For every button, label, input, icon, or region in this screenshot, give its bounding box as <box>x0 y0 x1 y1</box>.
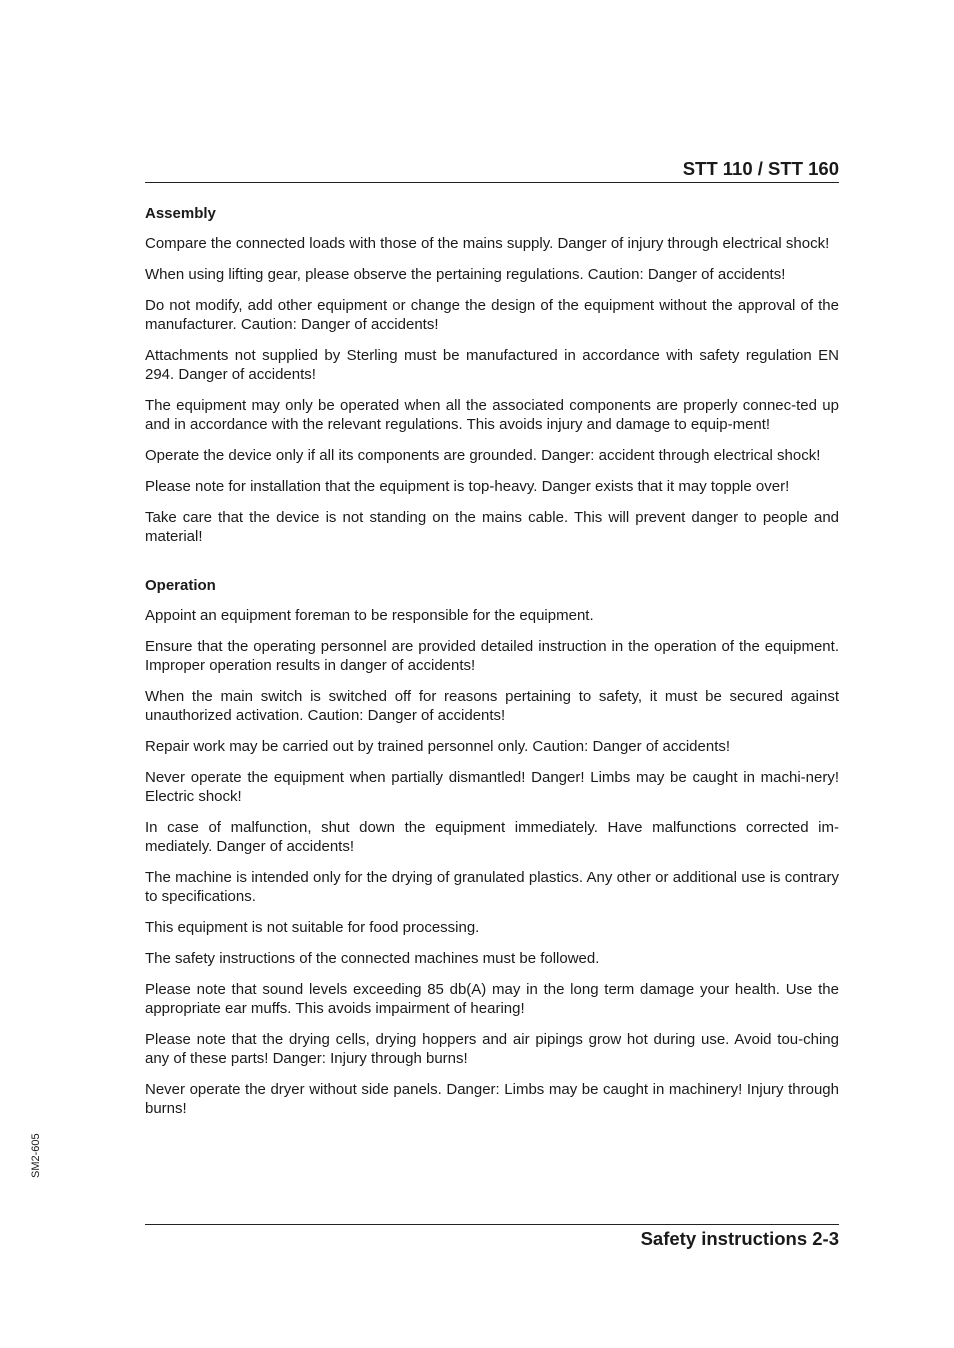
page-footer <box>145 1224 839 1249</box>
paragraph: Take care that the device is not standing on the mains cable. This will prevent danger to people and material! <box>145 509 839 545</box>
paragraph: Please note that the drying cells, drying hoppers and air pipings grow hot during use. Avoid tou-ching any of these parts! Danger: Injury through burns! <box>145 1031 839 1067</box>
paragraph: Operate the device only if all its components are grounded. Danger: accident through electrical shock! <box>145 447 821 464</box>
section-operation <box>145 576 839 1118</box>
paragraph: Never operate the equipment when partially dismantled! Danger! Limbs may be caught in machi-nery! Electric shock! <box>145 769 839 805</box>
paragraph: Attachments not supplied by Sterling must be manufactured in accordance with safety regulation EN 294. Danger of accidents! <box>145 347 839 383</box>
paragraph: Never operate the dryer without side panels. Danger: Limbs may be caught in machinery! Injury through burns! <box>145 1081 839 1117</box>
paragraph: Appoint an equipment foreman to be responsible for the equipment. <box>145 607 594 624</box>
paragraph: Please note for installation that the equipment is top-heavy. Danger exists that it may topple over! <box>145 478 790 495</box>
document-code: SM2-605 <box>30 1133 42 1178</box>
paragraph: Ensure that the operating personnel are provided detailed instruction in the operation of the equipment. Improper operation results in danger of accidents! <box>145 638 839 674</box>
paragraph: Compare the connected loads with those of the mains supply. Danger of injury through electrical shock! <box>145 235 830 252</box>
page-header <box>145 156 839 183</box>
paragraph: In case of malfunction, shut down the equipment immediately. Have malfunctions corrected im-mediately. Danger of accidents! <box>145 819 839 855</box>
section-heading: Operation <box>145 577 216 594</box>
paragraph: This equipment is not suitable for food processing. <box>145 919 480 936</box>
page-content <box>145 204 839 1130</box>
paragraph: Please note that sound levels exceeding 85 db(A) may in the long term damage your health. Use the appropriate ear muffs. This avoids impairment of hearing! <box>145 981 839 1017</box>
paragraph: Do not modify, add other equipment or change the design of the equipment without the approval of the manufacturer. Caution: Danger of accidents! <box>145 297 839 333</box>
paragraph: The safety instructions of the connected machines must be followed. <box>145 950 600 967</box>
section-assembly <box>145 204 839 546</box>
paragraph: The machine is intended only for the drying of granulated plastics. Any other or additional use is contrary to specifications. <box>145 869 839 905</box>
paragraph: When the main switch is switched off for reasons pertaining to safety, it must be secured against unauthorized activation. Caution: Danger of accidents! <box>145 688 839 724</box>
paragraph: Repair work may be carried out by trained personnel only. Caution: Danger of accidents! <box>145 738 731 755</box>
document-title: STT 110 / STT 160 <box>682 158 839 179</box>
section-page-label: Safety instructions 2-3 <box>640 1228 839 1249</box>
paragraph: When using lifting gear, please observe the pertaining regulations. Caution: Danger of accidents! <box>145 266 786 283</box>
paragraph: The equipment may only be operated when all the associated components are properly connec-ted up and in accordance with the relevant regulations. This avoids injury and damage to equip-ment! <box>145 397 839 433</box>
section-heading: Assembly <box>145 205 216 222</box>
